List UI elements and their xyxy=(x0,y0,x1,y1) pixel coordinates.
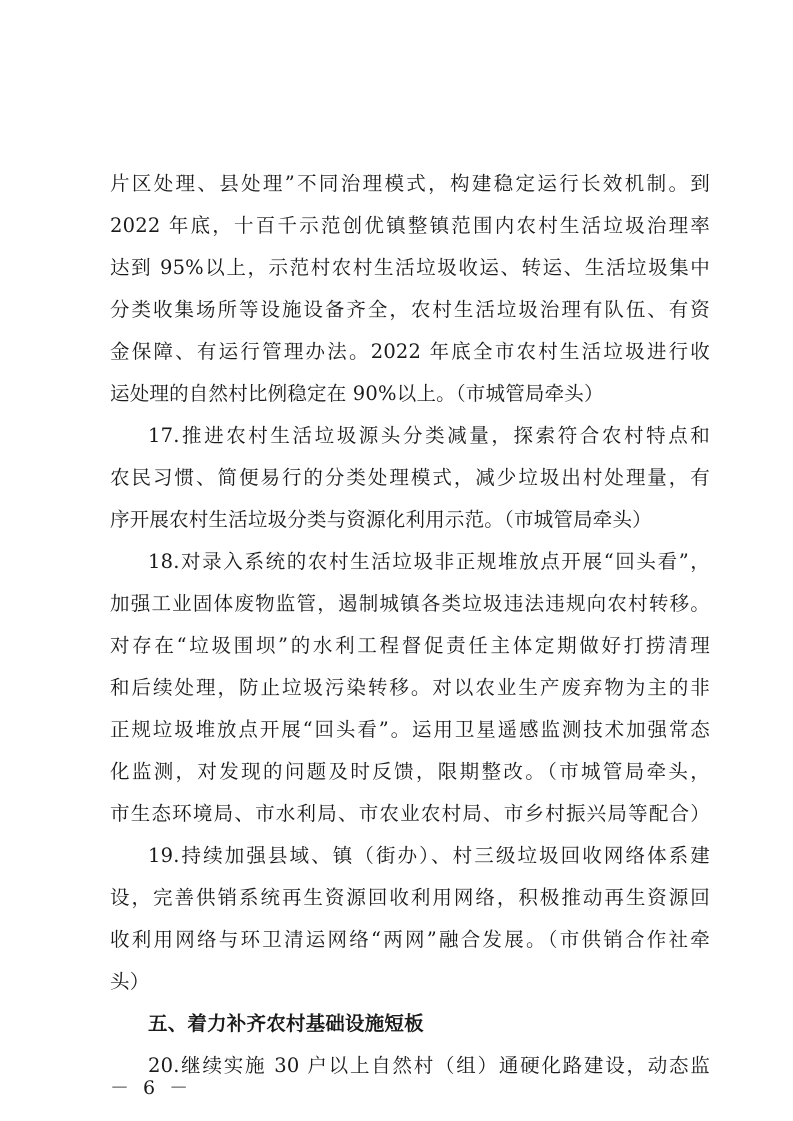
paragraph-line: 2022 年底，十百千示范创优镇整镇范围内农村生活垃圾治理率 xyxy=(110,214,710,237)
paragraph-line: 设，完善供销系统再生资源回收利用网络，积极推动再生资源回 xyxy=(110,886,710,909)
paragraph-line: 加强工业固体废物监管，遏制城镇各类垃圾违法违规向农村转移。 xyxy=(110,592,710,615)
paragraph-line: 农民习惯、简便易行的分类处理模式，减少垃圾出村处理量，有 xyxy=(110,466,710,489)
paragraph-line: 收利用网络与环卫清运网络“两网”融合发展。（市供销合作社牵 xyxy=(110,928,710,951)
paragraph-line: 序开展农村生活垃圾分类与资源化利用示范。（市城管局牵头） xyxy=(110,508,652,531)
paragraph-line: 头） xyxy=(110,970,150,993)
page-number: － 6 － xyxy=(110,1077,193,1099)
paragraph-line: 分类收集场所等设施设备齐全，农村生活垃圾治理有队伍、有资 xyxy=(110,298,710,321)
section-heading: 五、着力补齐农村基础设施短板 xyxy=(148,1012,424,1035)
paragraph-line: 运处理的自然村比例稳定在 90%以上。（市城管局牵头） xyxy=(110,382,604,405)
paragraph-line: 金保障、有运行管理办法。2022 年底全市农村生活垃圾进行收 xyxy=(110,340,710,363)
item-19-line: 19.持续加强县域、镇（街办）、村三级垃圾回收网络体系建 xyxy=(148,844,710,867)
item-18-line: 18.对录入系统的农村生活垃圾非正规堆放点开展“回头看”， xyxy=(148,550,710,573)
paragraph-line: 市生态环境局、市水利局、市农业农村局、市乡村振兴局等配合） xyxy=(110,802,710,825)
item-17-line: 17.推进农村生活垃圾源头分类减量，探索符合农村特点和 xyxy=(148,424,710,447)
item-20-line: 20.继续实施 30 户以上自然村（组）通硬化路建设，动态监 xyxy=(148,1054,710,1077)
paragraph-line: 和后续处理，防止垃圾污染转移。对以农业生产废弃物为主的非 xyxy=(110,676,710,699)
paragraph-line: 对存在“垃圾围坝”的水利工程督促责任主体定期做好打捞清理 xyxy=(110,634,710,657)
paragraph-line: 正规垃圾堆放点开展“回头看”。运用卫星遥感监测技术加强常态 xyxy=(110,718,710,741)
paragraph-line: 化监测，对发现的问题及时反馈，限期整改。（市城管局牵头， xyxy=(110,760,710,783)
paragraph-line: 达到 95%以上，示范村农村生活垃圾收运、转运、生活垃圾集中 xyxy=(110,256,710,279)
paragraph-line: 片区处理、县处理”不同治理模式，构建稳定运行长效机制。到 xyxy=(110,172,710,195)
